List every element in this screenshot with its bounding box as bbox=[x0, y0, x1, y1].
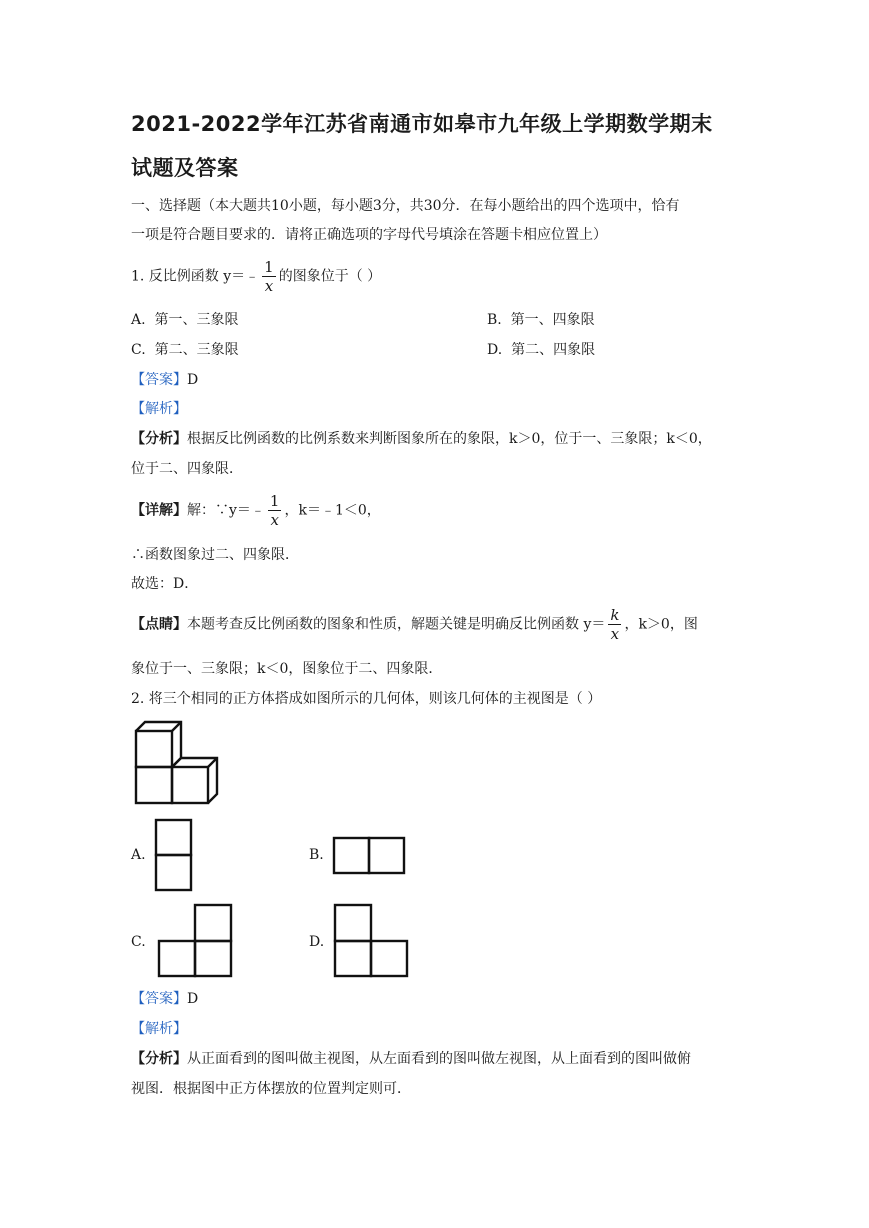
xiangjie-frac-num: 1 bbox=[269, 492, 280, 510]
answer-value: D bbox=[187, 991, 199, 1007]
cube-bottom-left bbox=[136, 767, 172, 803]
square bbox=[159, 941, 195, 976]
fenxi-text: 根据反比例函数的比例系数来判断图象所在的象限，k＞0，位于一、三象限；k＜0， bbox=[187, 431, 712, 447]
dianjing-suffix: ，k＞0，图 bbox=[624, 616, 698, 633]
square bbox=[334, 838, 369, 873]
q1-dianjing-line2: 象位于一、三象限；k＜0，图象位于二、四象限． bbox=[131, 661, 443, 677]
section-header-line2: 一项是符合题目要求的．请将正确选项的字母代号填涂在答题卡相应位置上） bbox=[131, 227, 607, 243]
option-letter: D. bbox=[487, 342, 503, 358]
xiangjie-suffix: ，k＝﹣1＜0， bbox=[284, 502, 381, 519]
xiangjie-fraction bbox=[268, 492, 282, 529]
option-letter: B. bbox=[487, 312, 502, 328]
q1-option-c bbox=[131, 340, 239, 360]
cube-top-edge bbox=[172, 722, 181, 731]
q2-stem: 2. 将三个相同的正方体搭成如图所示的几何体，则该几何体的主视图是（ ） bbox=[131, 691, 602, 707]
q1-fenxi-line2: 位于二、四象限． bbox=[131, 461, 243, 477]
dianjing-frac-den: x bbox=[610, 625, 620, 643]
dianjing-frac-num: k bbox=[610, 606, 620, 624]
cube-bottom-right-edge bbox=[208, 758, 217, 767]
q1-option-d bbox=[487, 340, 595, 360]
xiangjie-tag: 【详解】 bbox=[131, 502, 187, 519]
section-header-line1: 一、选择题（本大题共10小题，每小题3分，共30分．在每小题给出的四个选项中，恰有 bbox=[131, 198, 680, 214]
q1-stem-prefix: 1. 反比例函数 y＝﹣ bbox=[131, 268, 260, 285]
option-text: 第二、三象限 bbox=[154, 342, 239, 358]
xiangjie-prefix: 解：∵y＝﹣ bbox=[187, 502, 265, 519]
square bbox=[335, 905, 371, 941]
fenxi-text: 从正面看到的图叫做主视图，从左面看到的图叫做左视图，从上面看到的图叫做俯 bbox=[187, 1051, 691, 1067]
square bbox=[195, 905, 231, 941]
dianjing-tag: 【点睛】 bbox=[131, 616, 187, 633]
fenxi-tag: 【分析】 bbox=[131, 1051, 187, 1067]
q1-frac-den: x bbox=[264, 277, 274, 295]
document-title-line2: 试题及答案 bbox=[131, 156, 239, 180]
square bbox=[195, 941, 231, 976]
q1-choose: 故选：D． bbox=[131, 576, 199, 592]
q2-option-c-figure bbox=[157, 903, 234, 978]
square bbox=[335, 941, 371, 976]
document-title-line1: 2021-2022学年江苏省南通市如皋市九年级上学期数学期末 bbox=[131, 112, 713, 136]
option-text: 第一、四象限 bbox=[510, 312, 595, 328]
q1-therefore: ∴函数图象过二、四象限． bbox=[131, 547, 299, 563]
q1-analysis-tag: 【解析】 bbox=[131, 401, 187, 417]
q2-fenxi-line1 bbox=[131, 1049, 691, 1069]
dianjing-prefix: 本题考查反比例函数的图象和性质，解题关键是明确反比例函数 y＝ bbox=[187, 616, 606, 633]
dianjing-fraction bbox=[608, 606, 621, 643]
q2-fenxi-line2: 视图．根据图中正方体摆放的位置判定则可． bbox=[131, 1081, 411, 1097]
answer-tag: 【答案】 bbox=[131, 372, 187, 388]
q2-answer bbox=[131, 989, 198, 1009]
q2-option-b-label: B. bbox=[309, 847, 324, 863]
q1-stem bbox=[131, 258, 381, 295]
q2-option-d-figure bbox=[333, 903, 410, 978]
q2-option-c-label: C. bbox=[131, 934, 146, 950]
answer-value: D bbox=[187, 372, 199, 388]
q1-frac-num: 1 bbox=[264, 258, 274, 276]
xiangjie-frac-den: x bbox=[270, 511, 279, 529]
fenxi-tag: 【分析】 bbox=[131, 431, 187, 447]
q1-stem-suffix: 的图象位于（ ） bbox=[278, 268, 382, 285]
q1-fenxi-line1 bbox=[131, 429, 712, 449]
cube-bottom-right-front bbox=[172, 767, 208, 803]
q2-option-a-label: A. bbox=[131, 847, 146, 863]
option-text: 第二、四象限 bbox=[511, 342, 596, 358]
square bbox=[369, 838, 404, 873]
q2-analysis-tag: 【解析】 bbox=[131, 1021, 187, 1037]
q1-option-b bbox=[487, 310, 595, 330]
option-letter: C. bbox=[131, 342, 146, 358]
square bbox=[156, 855, 191, 890]
q1-xiangjie bbox=[131, 492, 381, 529]
square bbox=[371, 941, 407, 976]
q1-dianjing bbox=[131, 606, 698, 643]
answer-tag: 【答案】 bbox=[131, 991, 187, 1007]
option-text: 第一、三象限 bbox=[154, 312, 239, 328]
q2-option-a-figure bbox=[154, 818, 194, 892]
cube-top-front bbox=[136, 731, 172, 767]
square bbox=[156, 820, 191, 855]
q1-answer bbox=[131, 370, 198, 390]
q2-option-d-label: D. bbox=[309, 934, 325, 950]
q1-option-a bbox=[131, 310, 238, 330]
q2-option-b-figure bbox=[332, 836, 407, 876]
option-letter: A. bbox=[131, 312, 146, 328]
q1-fraction bbox=[262, 258, 276, 295]
q2-cubes-figure bbox=[128, 718, 224, 808]
